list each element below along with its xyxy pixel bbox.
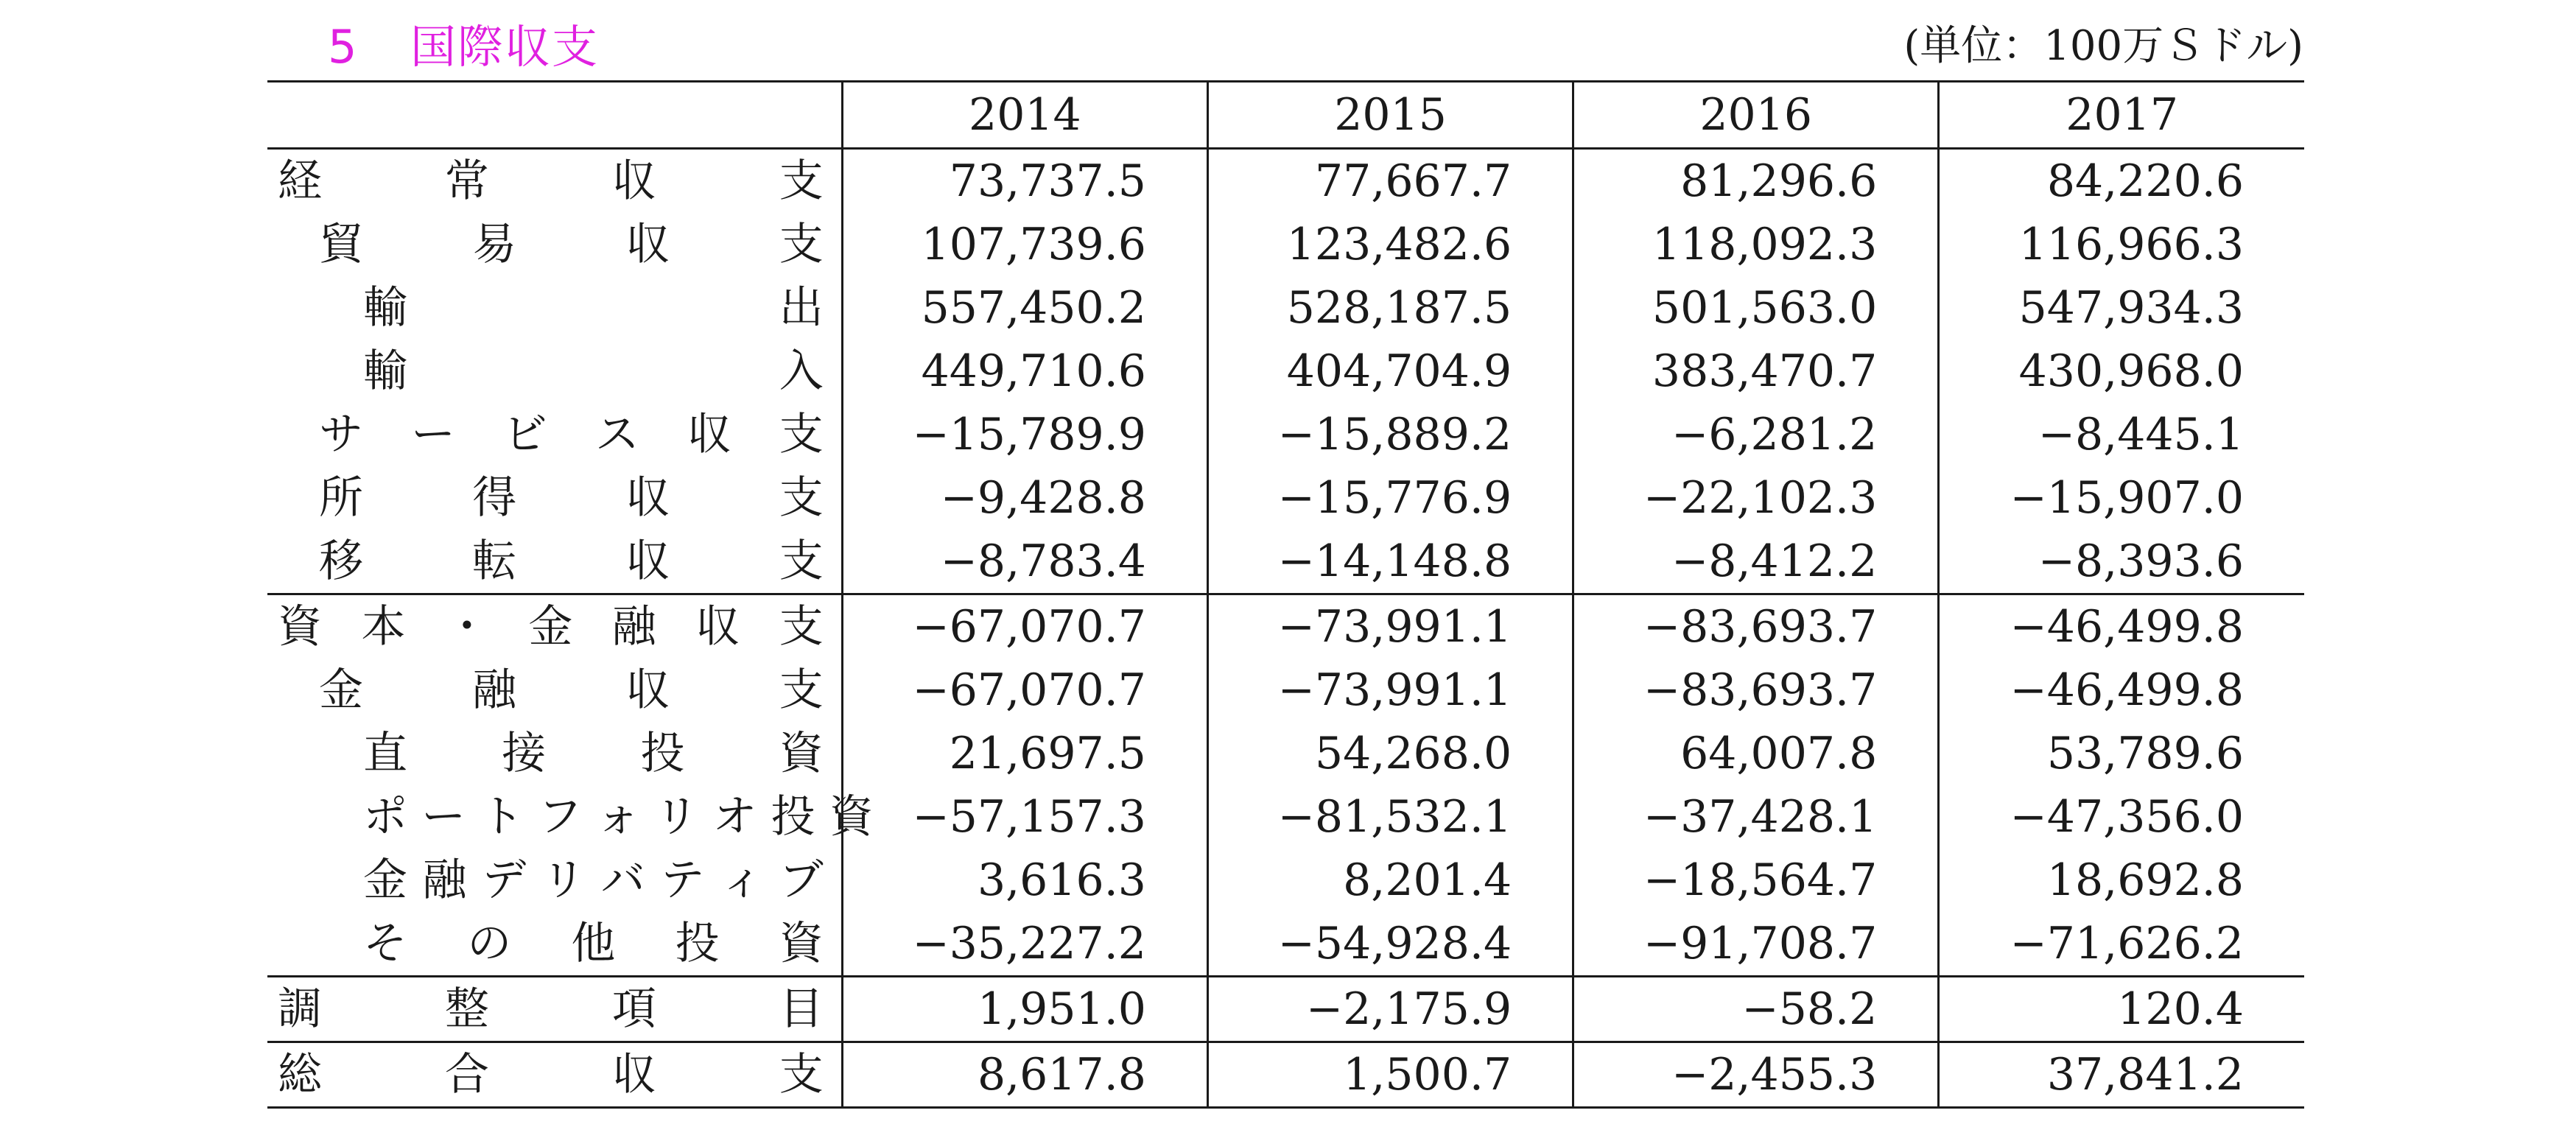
value-cell: −14,148.8 — [1207, 530, 1573, 594]
value-cell: 81,296.6 — [1573, 149, 1939, 214]
value-cell: −46,499.8 — [1939, 659, 2304, 722]
row-label-cell — [267, 1042, 842, 1108]
year-header: 2015 — [1207, 82, 1573, 149]
table-row — [267, 530, 2304, 594]
value-cell: −15,907.0 — [1939, 466, 2304, 530]
row-label-cell — [267, 403, 842, 466]
year-header: 2016 — [1573, 82, 1939, 149]
value-cell: −15,789.9 — [842, 403, 1207, 466]
table-row — [267, 722, 2304, 785]
value-cell: 8,201.4 — [1207, 849, 1573, 912]
value-cell: −73,991.1 — [1207, 594, 1573, 659]
value-cell: 430,968.0 — [1939, 340, 2304, 403]
row-label-cell — [267, 213, 842, 276]
row-label: 調 整 項 目 — [278, 983, 824, 1035]
value-cell: −67,070.7 — [842, 594, 1207, 659]
row-label-cell — [267, 594, 842, 659]
value-cell: 383,470.7 — [1573, 340, 1939, 403]
value-cell: −73,991.1 — [1207, 659, 1573, 722]
value-cell: −15,776.9 — [1207, 466, 1573, 530]
value-cell: −47,356.0 — [1939, 785, 2304, 849]
value-cell: −81,532.1 — [1207, 785, 1573, 849]
row-label-cell — [267, 659, 842, 722]
table-row — [267, 403, 2304, 466]
value-cell: −6,281.2 — [1573, 403, 1939, 466]
section-title-text: 国際収支 — [410, 20, 600, 74]
row-label-cell — [267, 849, 842, 912]
row-label: 直 接 投 資 — [363, 728, 824, 779]
value-cell: −37,428.1 — [1573, 785, 1939, 849]
header-label-cell — [267, 82, 842, 149]
table-row — [267, 659, 2304, 722]
row-label: 輸 入 — [363, 345, 824, 397]
value-cell: 501,563.0 — [1573, 276, 1939, 340]
row-label-cell — [267, 466, 842, 530]
value-cell: −8,393.6 — [1939, 530, 2304, 594]
value-cell: −67,070.7 — [842, 659, 1207, 722]
value-cell: 21,697.5 — [842, 722, 1207, 785]
row-label-cell — [267, 785, 874, 849]
value-cell: −57,157.3 — [842, 785, 1207, 849]
table-row — [267, 276, 2304, 340]
value-cell: 557,450.2 — [842, 276, 1207, 340]
table-row — [267, 849, 2304, 912]
row-label: 貿 易 収 支 — [319, 219, 824, 270]
row-label: 経 常 収 支 — [278, 155, 824, 207]
row-label-cell — [267, 530, 842, 594]
value-cell: −46,499.8 — [1939, 594, 2304, 659]
table-row — [267, 977, 2304, 1042]
value-cell: 547,934.3 — [1939, 276, 2304, 340]
value-cell: 1,951.0 — [842, 977, 1207, 1042]
value-cell: 118,092.3 — [1573, 213, 1939, 276]
value-cell: −35,227.2 — [842, 912, 1207, 977]
table-row — [267, 594, 2304, 659]
value-cell: 449,710.6 — [842, 340, 1207, 403]
value-cell: 73,737.5 — [842, 149, 1207, 214]
value-cell: 3,616.3 — [842, 849, 1207, 912]
row-label-cell — [267, 149, 842, 214]
section-number: 5 — [328, 20, 359, 74]
row-label: 金 融 収 支 — [319, 664, 824, 716]
table-row — [267, 785, 2304, 849]
value-cell: 8,617.8 — [842, 1042, 1207, 1108]
row-label: そ の 他 投 資 — [363, 918, 824, 969]
value-cell: 64,007.8 — [1573, 722, 1939, 785]
value-cell: 53,789.6 — [1939, 722, 2304, 785]
value-cell: −58.2 — [1573, 977, 1939, 1042]
value-cell: 528,187.5 — [1207, 276, 1573, 340]
value-cell: 116,966.3 — [1939, 213, 2304, 276]
value-cell: 1,500.7 — [1207, 1042, 1573, 1108]
table-row — [267, 466, 2304, 530]
row-label: ポ ー ト フ ォ リ オ 投 資 — [363, 791, 874, 843]
table-row — [267, 1042, 2304, 1108]
row-label: 移 転 収 支 — [319, 536, 824, 587]
year-header: 2014 — [842, 82, 1207, 149]
title-row — [0, 0, 2576, 77]
table-row — [267, 149, 2304, 214]
value-cell: −91,708.7 — [1573, 912, 1939, 977]
row-label-cell — [267, 977, 842, 1042]
value-cell: 84,220.6 — [1939, 149, 2304, 214]
value-cell: 120.4 — [1939, 977, 2304, 1042]
value-cell: −54,928.4 — [1207, 912, 1573, 977]
value-cell: −2,175.9 — [1207, 977, 1573, 1042]
value-cell: −15,889.2 — [1207, 403, 1573, 466]
value-cell: 107,739.6 — [842, 213, 1207, 276]
value-cell: 404,704.9 — [1207, 340, 1573, 403]
value-cell: 77,667.7 — [1207, 149, 1573, 214]
table-row — [267, 340, 2304, 403]
value-cell: −9,428.8 — [842, 466, 1207, 530]
value-cell: −8,412.2 — [1573, 530, 1939, 594]
value-cell: −8,445.1 — [1939, 403, 2304, 466]
row-label: 資 本 ・ 金 融 収 支 — [278, 601, 824, 653]
value-cell: −71,626.2 — [1939, 912, 2304, 977]
value-cell: −8,783.4 — [842, 530, 1207, 594]
unit-note: (単位：100万Ｓドル) — [1903, 22, 2303, 70]
row-label: サ ー ビ ス 収 支 — [319, 409, 824, 460]
value-cell: −83,693.7 — [1573, 659, 1939, 722]
row-label: 輸 出 — [363, 282, 824, 334]
value-cell: 123,482.6 — [1207, 213, 1573, 276]
value-cell: −22,102.3 — [1573, 466, 1939, 530]
value-cell: −83,693.7 — [1573, 594, 1939, 659]
row-label-cell — [267, 722, 842, 785]
table-row — [267, 912, 2304, 977]
value-cell: 37,841.2 — [1939, 1042, 2304, 1108]
row-label: 金 融 デ リ バ テ ィ ブ — [363, 854, 824, 906]
row-label-cell — [267, 340, 842, 403]
table-row — [267, 213, 2304, 276]
value-cell: 54,268.0 — [1207, 722, 1573, 785]
row-label: 総 合 収 支 — [278, 1049, 824, 1100]
value-cell: −18,564.7 — [1573, 849, 1939, 912]
section-title — [328, 10, 599, 76]
row-label-cell — [267, 276, 842, 340]
row-label-cell — [267, 912, 842, 977]
value-cell: −2,455.3 — [1573, 1042, 1939, 1108]
balance-of-payments-table — [267, 80, 2304, 1109]
value-cell: 18,692.8 — [1939, 849, 2304, 912]
header-row — [267, 82, 2304, 149]
row-label: 所 得 収 支 — [319, 472, 824, 524]
year-header: 2017 — [1939, 82, 2304, 149]
